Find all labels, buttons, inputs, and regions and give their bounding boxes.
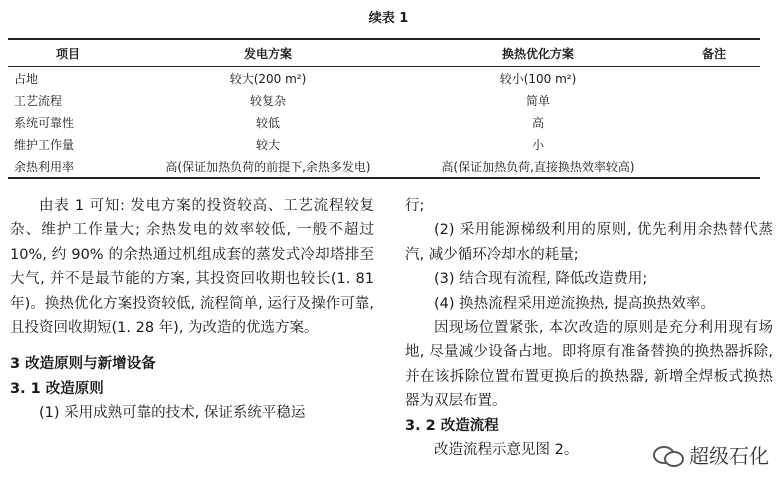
table-row — [8, 111, 760, 133]
header-power-plan: 发电方案 — [243, 46, 292, 61]
table-caption: 续表 1 — [368, 11, 409, 26]
body-paragraph: 改造流程示意见图 2。 — [434, 442, 579, 459]
table-cell: 较大(200 m²) — [229, 71, 307, 86]
wechat-icon — [653, 444, 683, 466]
table-cell: 较大 — [255, 137, 280, 152]
list-item: (4) 换热流程采用逆流换热, 提高换热效率。 — [434, 295, 715, 312]
body-paragraph: 由表 1 可知: 发电方案的投资较高、工艺流程较复杂、维护工作量大; 余热发电的效率较低, 一般不超过 10%, 约 90% 的余热通过机组成套的蒸发式冷却塔排至大气, 并不是最节能的方案, 其投资回收期也较长(1. 81 年)。换热优化方案投资较低, 流程简单, 运行及操作可靠, 且投资回收期短(1. 28 年), 为改造的优选方案。 — [10, 198, 374, 337]
list-item: (2) 采用能源梯级利用的原则, 优先利用余热替代蒸汽, 减少循环冷却水的耗量; — [405, 222, 773, 263]
table-cell: 系统可靠性 — [14, 115, 75, 130]
watermark-text: 超级石化 — [689, 444, 769, 468]
left-text-column — [10, 194, 374, 426]
table-cell — [668, 111, 760, 133]
table-header-row — [8, 39, 760, 67]
table-cell: 占地 — [14, 71, 39, 86]
table-cell: 高(保证加热负荷,直接换热效率较高) — [441, 159, 635, 174]
table-cell: 较小(100 m²) — [499, 71, 577, 86]
header-remarks: 备注 — [701, 46, 726, 61]
watermark — [653, 440, 769, 469]
table-cell: 小 — [531, 137, 544, 152]
table-cell: 高 — [531, 115, 544, 130]
table-cell: 高(保证加热负荷的前提下,余热多发电) — [165, 159, 371, 174]
table-cell: 较低 — [255, 115, 280, 130]
comparison-table — [8, 38, 760, 179]
table-cell — [668, 155, 760, 178]
right-text-column — [405, 194, 773, 462]
section-heading: 3 改造原则与新增设备 — [10, 356, 156, 373]
table-cell: 简单 — [525, 93, 550, 108]
table-cell — [668, 67, 760, 90]
table-row — [8, 67, 760, 90]
subsection-heading: 3. 2 改造流程 — [405, 417, 499, 434]
table-cell — [668, 89, 760, 111]
table-cell: 余热利用率 — [14, 159, 75, 174]
list-item: (3) 结合现有流程, 降低改造费用; — [434, 271, 648, 288]
table-cell: 工艺流程 — [14, 93, 63, 108]
list-item-continuation: 行; — [405, 198, 425, 214]
table-row — [8, 155, 760, 178]
table-row — [8, 89, 760, 111]
table-cell: 维护工作量 — [14, 137, 75, 152]
list-item: (1) 采用成熟可靠的技术, 保证系统平稳运 — [39, 405, 306, 422]
table-cell — [668, 133, 760, 155]
table-row — [8, 133, 760, 155]
table-cell: 较复杂 — [249, 93, 286, 108]
subsection-heading: 3. 1 改造原则 — [10, 380, 104, 397]
header-item: 项目 — [55, 46, 80, 61]
body-paragraph: 因现场位置紧张, 本次改造的原则是充分利用现有场地, 尽量减少设备占地。即将原有准备替换的换热器拆除, 并在该拆除位置布置更换后的换热器, 新增全焊板式换热器为双层布置。 — [405, 320, 773, 410]
header-heat-exchange-plan: 换热优化方案 — [501, 46, 574, 61]
